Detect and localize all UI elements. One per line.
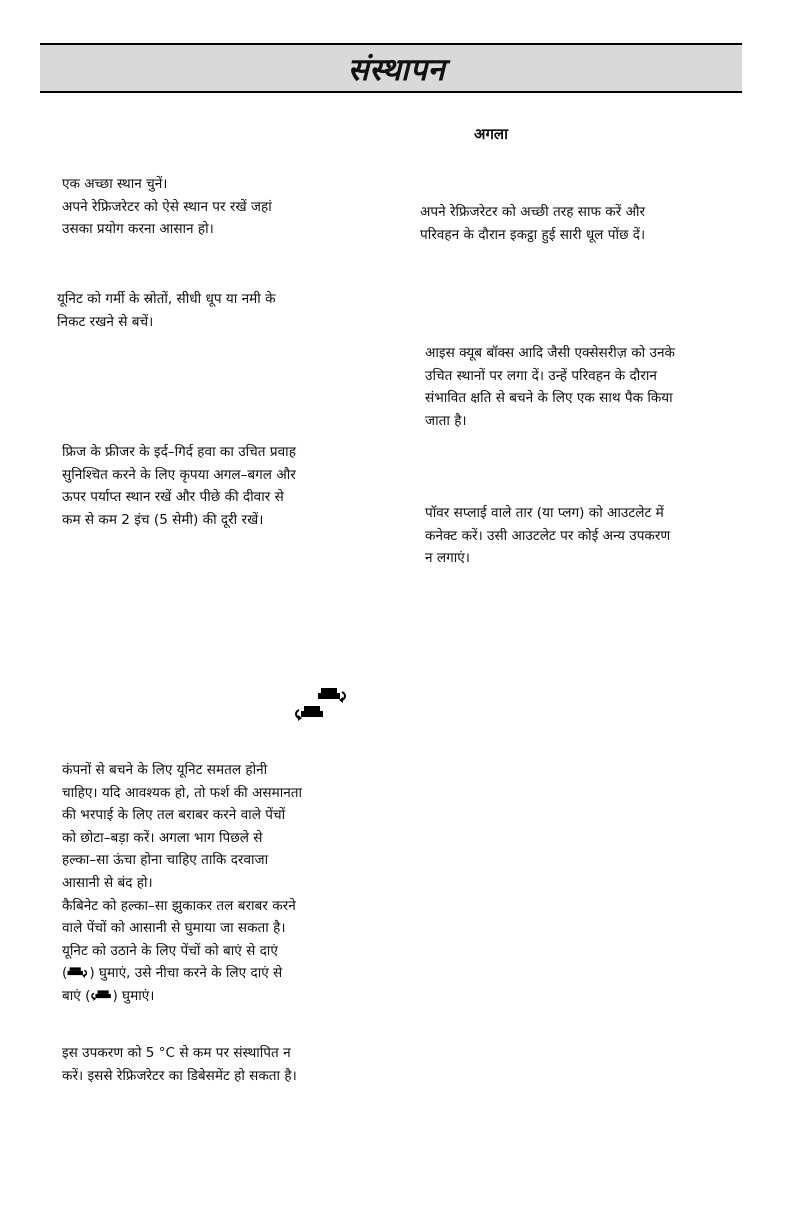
text-line: इस उपकरण को 5 °C से कम पर संस्थापित न [62,1045,291,1061]
text-line: कनेक्ट करें। उसी आउटलेट पर कोई अन्य उपकरण [425,527,671,544]
text-line: आइस क्यूब बॉक्स आदि जैसी एक्सेसरीज़ को उनके [425,345,675,361]
text-line [62,962,302,985]
text-fragment: ( [62,965,68,982]
temperature-paragraph [62,1042,297,1087]
text-line: कंपनों से बचने के लिए यूनिट समतल होनी [62,762,268,778]
rotate-counterclockwise-icon [294,704,324,724]
text-fragment: बाएं ( [62,987,91,1004]
header-bottom-rule [40,91,742,93]
text-line: ऊपर पर्याप्त स्थान रखें और पीछे की दीवार से [62,489,284,506]
airflow-paragraph [62,441,296,531]
accessories-paragraph [425,342,675,432]
text-line: वाले पेंचों को आसानी से घुमाया जा सकता है। [62,920,286,937]
text-line: परिवहन के दौरान इकट्ठा हुई सारी धूल पोंछ दें। [420,226,646,243]
text-fragment: ) घुमाएं। [112,987,155,1004]
rotate-counterclockwise-icon [90,989,112,1003]
text-line: उचित स्थानों पर लगा दें। उन्हें परिवहन के दौरान [425,367,657,384]
text-fragment: ) घुमाएं, उसे नीचा करने के लिए दाएं से [89,965,283,982]
text-line: यूनिट को गर्मी के स्रोतों, सीधी धूप या नमी के [57,291,276,307]
text-line: संभावित क्षति से बचने के लिए एक साथ पैक किया [425,390,673,407]
text-line: फ्रिज के फ्रीजर के इर्द–गिर्द हवा का उचित प्रवाह [62,444,296,460]
text-line: कम से कम 2 इंच (5 सेमी) की दूरी रखें। [62,511,264,528]
leveling-paragraph [62,759,302,1008]
text-line: यूनिट को उठाने के लिए पेंचों को बाएं से दाएं [62,942,278,959]
location-paragraph [62,173,272,241]
text-line: को छोटा–बड़ा करें। अगला भाग पिछले से [62,829,263,846]
text-line: उसका प्रयोग करना आसान हो। [62,221,214,238]
rotate-clockwise-icon [67,966,89,980]
power-paragraph [425,502,670,570]
text-line: अपने रेफ्रिजरेटर को अच्छी तरह साफ करें और [420,204,646,220]
text-line: अपने रेफ्रिजरेटर को ऐसे स्थान पर रखें जहां [62,198,272,215]
text-line: करें। इससे रेफ्रिजरेटर का डिबेसमेंट हो सकता है। [62,1067,297,1084]
text-line [62,985,302,1008]
text-line: हल्का–सा ऊंचा होना चाहिए ताकि दरवाजा [62,852,269,869]
text-line: आसानी से बंद हो। [62,874,153,891]
text-line: पॉवर सप्लाई वाले तार (या प्लग) को आउटलेट में [425,505,664,521]
text-line: सुनिश्चित करने के लिए कृपया अगल–बगल और [62,466,296,483]
rotate-clockwise-icon [318,686,348,706]
text-line: न लगाएं। [425,550,470,567]
text-line: एक अच्छा स्थान चुनें। [62,176,168,192]
text-line: कैबिनेट को हल्का–सा झुकाकर तल बराबर करने [62,897,296,914]
text-line: चाहिए। यदि आवश्यक हो, तो फर्श की असमानता [62,784,303,801]
clean-paragraph [420,201,645,246]
text-line: जाता है। [425,412,467,429]
text-line: की भरपाई के लिए तल बराबर करने वाले पेंचों [62,807,286,824]
page-title: संस्थापन [347,52,446,88]
text-line: निकट रखने से बचें। [57,313,154,330]
right-column-heading: अगला [474,125,508,143]
heat-paragraph [57,288,276,333]
